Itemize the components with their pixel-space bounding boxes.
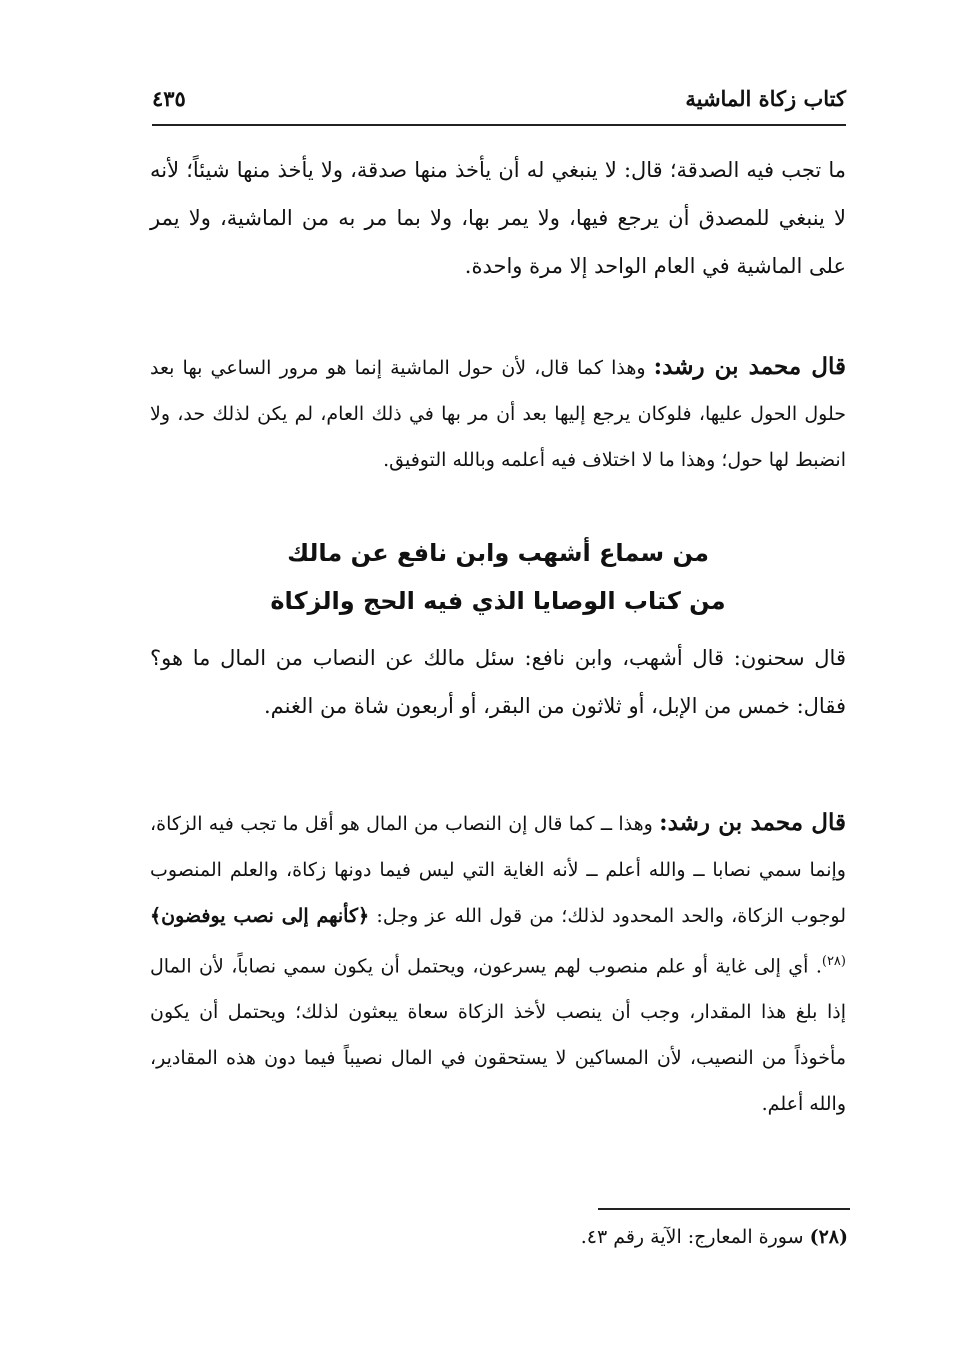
paragraph-2 bbox=[150, 344, 846, 483]
paragraph-3 bbox=[150, 634, 846, 730]
page-number: ٤٣٥ bbox=[152, 86, 186, 111]
footnote-reference: (٢٨) bbox=[821, 954, 846, 969]
footnote-text: سورة المعارج: الآية رقم ٤٣. bbox=[580, 1226, 804, 1248]
paragraph-2-text: وهذا كما قال، لأن حول الماشية إنما هو مرور الساعي بها بعد حلول الحول عليها، فلوكان يرجع إليها بعد أن مر بها في ذلك العام، لم يكن لذلك حد، ولا انضبط لها حول؛ وهذا ما لا اختلاف فيه أعلمه وبالله التوفيق. bbox=[150, 357, 846, 471]
speaker-label: قال محمد بن رشد: bbox=[659, 809, 847, 836]
footnote-number: (٢٨) bbox=[809, 1226, 848, 1248]
paragraph-1-text: ما تجب فيه الصدقة؛ قال: لا ينبغي له أن يأخذ منها صدقة، ولا يأخذ منها شيئاً؛ لأنه لا ينبغي للمصدق أن يرجع فيها، ولا يمر بها، ولا بما مر به من الماشية، ولا يمر على الماشية في العام الواحد إلا مرة واحدة. bbox=[150, 158, 846, 278]
paragraph-4-text-b: . أي إلى غاية أو علم منصوب لهم يسرعون، ويحتمل أن يكون سمي نصاباً، لأن المال إذا بلغ هذا المقدار، وجب أن ينصب لأخذ الزكاة سعاة يبعثون لذلك؛ ويحتمل أن يكون مأخوذاً من النصيب، لأن المساكين لا يستحقون في المال نصيباً فيما دون هذه المقادير، والله أعلم. bbox=[150, 955, 846, 1116]
running-title: كتاب زكاة الماشية bbox=[685, 86, 846, 111]
running-header bbox=[152, 80, 846, 126]
speaker-label: قال محمد بن رشد: bbox=[653, 353, 846, 380]
paragraph-1 bbox=[150, 146, 846, 290]
section-heading-line-1: من سماع أشهب وابن نافع عن مالك bbox=[287, 539, 709, 567]
quran-quote: ﴿كأنهم إلى نصب يوفضون﴾ bbox=[150, 905, 370, 927]
paragraph-3-text: قال سحنون: قال أشهب، وابن نافع: سئل مالك عن النصاب من المال ما هو؟ فقال: خمس من الإبل، أو ثلاثون من البقر، أو أربعون شاة من الغنم. bbox=[150, 646, 846, 718]
paragraph-2-body bbox=[150, 344, 846, 483]
footnote-divider bbox=[598, 1208, 850, 1210]
paragraph-4-body bbox=[150, 800, 846, 1127]
paragraph-4-text-a: وهذا ــ كما قال إن النصاب من المال هو أقل ما تجب فيه الزكاة، وإنما سمي نصابا ــ والله أعلم ــ لأنه الغاية التي ليس فيما دونها زكاة، والعلم المنصوب لوجوب الزكاة، والحد المحدود لذلك؛ من قول الله عز وجل: bbox=[150, 813, 846, 927]
section-heading-line-2: من كتاب الوصايا الذي فيه الحج والزكاة bbox=[270, 587, 726, 615]
paragraph-4 bbox=[150, 800, 846, 1127]
footnote bbox=[581, 1226, 848, 1248]
